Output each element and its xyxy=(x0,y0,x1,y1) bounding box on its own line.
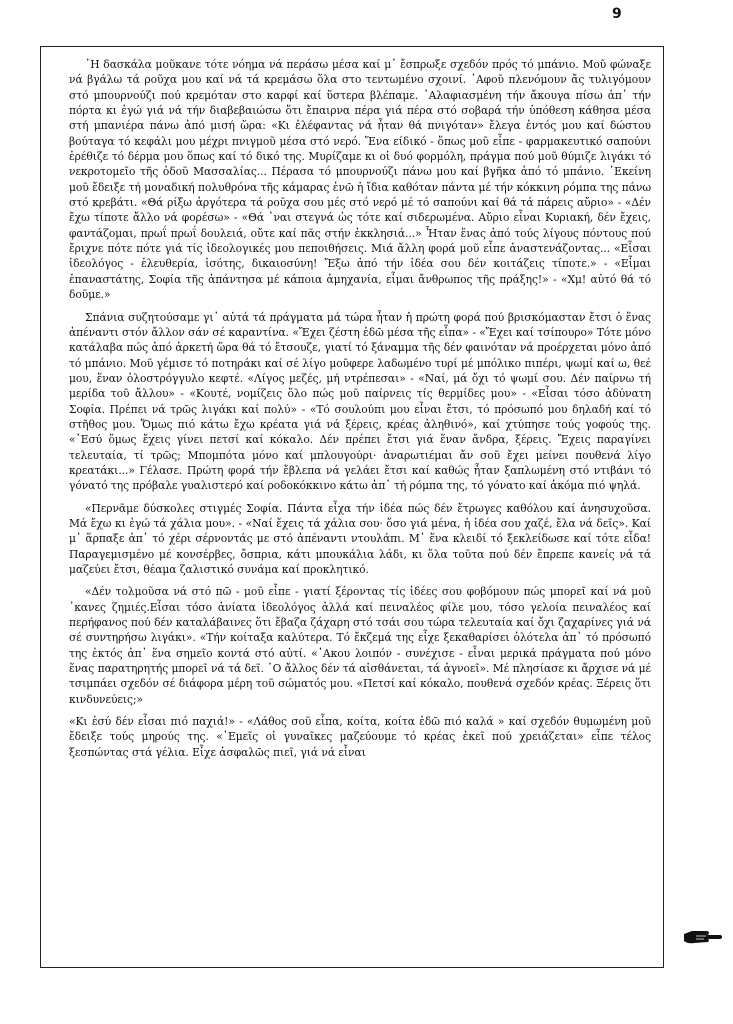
page-number: 9 xyxy=(612,6,622,22)
paragraph-5: «Κι ἐσύ δέν εἶσαι πιό παχιά!» - «Λάθος σοῦ εἶπα, κοίτα, κοίτα ἐδῶ πιό καλά » καί σχεδόν θυμωμένη μοῦ ἔδειξε τούς μηρούς της. «᾿Εμεῖς οἱ γυναῖκες μαζεύουμε τό κρέας ἐκεῖ πού χρειάζεται» εἶπε τέλος ξεσπώντας στά γέλια. Εἶχε ἀσφαλῶς πιεῖ, γιά νά εἶναι xyxy=(69,715,651,759)
paragraph-3: «Περνᾶμε δύσκολες στιγμές Σοφία. Πάντα εἶχα τήν ἰδέα πώς δέν ἔτρωγες καθόλου καί ἀνησυχοῦσα. Μά ἔχω κι ἐγώ τά χάλια μου». - «Ναί ἔχεις τά χάλια σου· ὅσο γιά μένα, ἡ ἰδέα σου χαζέ, ἔλα νά δεῖς». Καί μ᾿ ἅρπαξε ἀπ᾿ τό χέρι σέρνοντάς με στό ἀπέναντι ντουλάπι. Μ᾿ ἕνα κλειδί τό ξεκλείδωσε καί τότε εἶδα! Παραγεμισμένο μέ κονσέρβες, ὄσπρια, κάτι μπουκάλια λάδι, κι ὅλα τοῦτα πού δέν ἔπρεπε κανείς νά τά μαζεύει ἔτσι, θέαμα ζαλιστικό συνάμα καί προκλητικό. xyxy=(69,501,651,576)
paragraph-1: ᾿Η δασκάλα μοῦκανε τότε νόημα νά περάσω μέσα καί μ᾿ ἔσπρωξε σχεδόν πρός τό μπάνιο. Μοῦ φώναξε νά βγάλω τά ροῦχα μου καί νά τά κρεμάσω ὅλα στο τεντωμένο σχοινί. ᾿Αφοῦ πλενόμουν ἄς τυλιγόμουν στό μπουρνούζι πού κρεμόταν στο καρφί καί ὕστερα βλέπαμε. ᾿Αλαφιασμένη τήν ἄκουγα πίσω ἀπ᾿ τήν πόρτα κι ἐγώ γιά νά τήν διαβεβαιώσω ὅτι ἔπαιρνα πέρα γιά πέρα στό σοβαρά τήν ὑπόθεση κάθησα μέσα στή μπανιέρα πάνω ἀπό μισή ὥρα: «Κι ἐλέφαντας νά ἦταν θά πνιγόταν» ἔλεγα ἐντός μου καί δώστου βούταγα τό κεφάλι μου μέχρι πνιγμοῦ μέσα στό νερό. Ἕνα είδικό - ὅπως μοῦ εἶπε - φαρμακευτικό σαπούνι ἐρέθιζε τό δέρμα μου ὅπως καί τό δικό της. Μυρίζαμε κι οἱ δυό φορμόλη, πράγμα πού μοῦ θύμιζε λιγάκι τό νεκροτομεῖο τῆς ὁδοῦ Μασσαλίας... Πέρασα τό μπουρνούζι πάνω μου καί βγῆκα ἀπό τό μπάνιο. ᾿Εκείνη μοῦ ἔδειξε τή μοναδική πολυθρόνα τῆς κάμαρας ἐνῶ ἡ ἴδια καθόταν πάντα μέ τήν κόκκινη ρόμπα της πάνω στό κρεβάτι. «Θά ρίξω ἀργότερα τά ροῦχα σου μές στό νερό μέ τό σαπούνι καί θά τά πάρεις αὔριο» - «Δέν ἔχω τίποτε ἄλλο νά φορέσω» - «Θά ᾿ναι στεγνά ὡς τότε καί σιδερωμένα. Αὔριο εἶναι Κυριακή, δέν ἔχεις, φαντάζομαι, πρωΐ πρωΐ δουλειά, οὔτε καί πᾶς στήν ἐκκλησιά...» Ἦταν ἕνας ἀπό τούς λίγους πόντους πού ἔριχνε πότε πότε γιά τίς ἰδεολογικές μου πεποιθήσεις. Μιά ἄλλη φορά μοῦ εἶπε ἀναστενάζοντας... «Εἶσαι ἰδεολόγος - ἐλευθερία, ἰσότης, δικαιοσύνη! Ἔξω ἀπό τήν ἰδέα σου δέν κοιτάζεις τίποτε.» - «Εἶμαι ἐπαναστάτης, Σοφία τῆς ἀπάντησα μέ κάποια ἀμηχανία, εἶμαι ἄνθρωπος τῆς πράξης!» - «Χμ! αὐτό θά τό δοῦμε.» xyxy=(69,58,651,302)
page-text xyxy=(69,57,651,760)
pointing-hand-icon xyxy=(682,928,722,946)
paragraph-4: «Δέν τολμοῦσα νά στό πῶ - μοῦ εἶπε - γιατί ξέροντας τίς ἰδέες σου φοβόμουν πώς μπορεῖ καί νά μοῦ ᾿κανες ζημιές.Εἶσαι τόσο ἀνίατα ἰδεολόγος ἀλλά καί πειναλέος φίλε μου, τόσο γελοία πειναλέος καί περήφανος πού δέν καταλάβαινες ὅτι ἔβαζα ζάχαρη στό τσάι σου τώρα τελευταία καί ὄχι ζαχαρίνες γιά νά σέ συντηρήσω λιγάκι». «Τήν κοίταξα καλύτερα. Τό ἔκζεμά της εἶχε ξεκαθαρίσει ὁλότελα ἀπ᾿ τό πρόσωπό της ἐκτός ἀπ᾿ ἕνα σημεῖο κοντά στό αὐτί. «᾿Ακου λοιπόν - συνέχισε - εἶναι μερικά πράγματα πού μόνο ἕνας παρατηρητής μπορεῖ νά τά δεῖ. ᾿Ο ἄλλος δέν τά αἰσθάνεται, τά ἀγνοεῖ». Μέ πλησίασε κι ἄρχισε νά μέ τσιμπάει σχεδόν σέ διάφορα μέρη τοῦ σώματός μου. «Πετσί καί κόκαλο, πουθενά σχεδόν κρέας. Ξέρεις ὅτι κινδυνεύεις;» xyxy=(69,585,651,706)
text-frame xyxy=(40,46,664,968)
paragraph-2: Σπάνια συζητούσαμε γι᾿ αὐτά τά πράγματα μά τώρα ἦταν ἡ πρώτη φορά πού βρισκόμασταν ἔτσι ὁ ἕνας ἀπέναντι στόν ἄλλον σάν σέ καραντίνα. «Ἔχει ζέστη ἐδῶ μέσα τῆς εἶπα» - «Ἔχει καί τσίπουρο» Τότε μόνο κατάλαβα πώς ἀπό ἀρκετή ὥρα θά τό ἔτσουζε, γιατί τό ξάναμμα τῆς δέν φαινόταν νά προέρχεται μόνο ἀπό τό μπάνιο. Μοῦ γέμισε τό ποτηράκι καί σέ λίγο μοῦφερε λαδωμένο τυρί μέ μπόλικο πιπέρι, ψωμί καί ω, θεέ μου, ἕναν ὀλοστρόγγυλο κεφτέ. «Λίγος μεζές, μή ντρέπεσαι» - «Ναί, μά ὄχι τό ψωμί σου. Δέν παίρνω τή μερίδα τοῦ ἄλλου» - «Κουτέ, νομίζεις ὅλο πώς μοῦ παίρνεις τίς θερμίδες μου» - «Εἶσαι τόσο ἀδύνατη Σοφία. Πρέπει νά τρῶς λιγάκι καί πολύ» - «Τό σουλούπι μου εἶναι ἔτσι, τό πρόσωπό μου δηλαδή καί τό στῆθος μου. Ὅμως πιό κάτω ἔχω κρέατα γιά νά ξέρεις, κρέας ἀληθινό», καί χτύπησε τούς γοφούς της. «᾿Εσύ ὅμως ἔχεις γίνει πετσί καί κόκαλο. Δέν πρέπει ἔτσι γιά ἕναν ἄνδρα, ξέρεις. Ἔχεις παραγίνει τελευταία, τί τρῶς; Μπομπότα μόνο καί μπλουγούρι· ἀναρωτιέμαι ἄν σοῦ ἔχει μείνει πουθενά λίγο κρεατάκι...» Γέλασε. Πρώτη φορά τήν ἔβλεπα νά γελάει ἔτσι καί καθώς ἦταν ξαπλωμένη στό ντιβάνι τό γόνατό της πρόβαλε γυαλιστερό καί ροδοκόκκινο κάτω ἀπ᾿ τή ρόμπα της, τό γόνατο καί ἀκόμα πιό ψηλά. xyxy=(69,310,651,493)
